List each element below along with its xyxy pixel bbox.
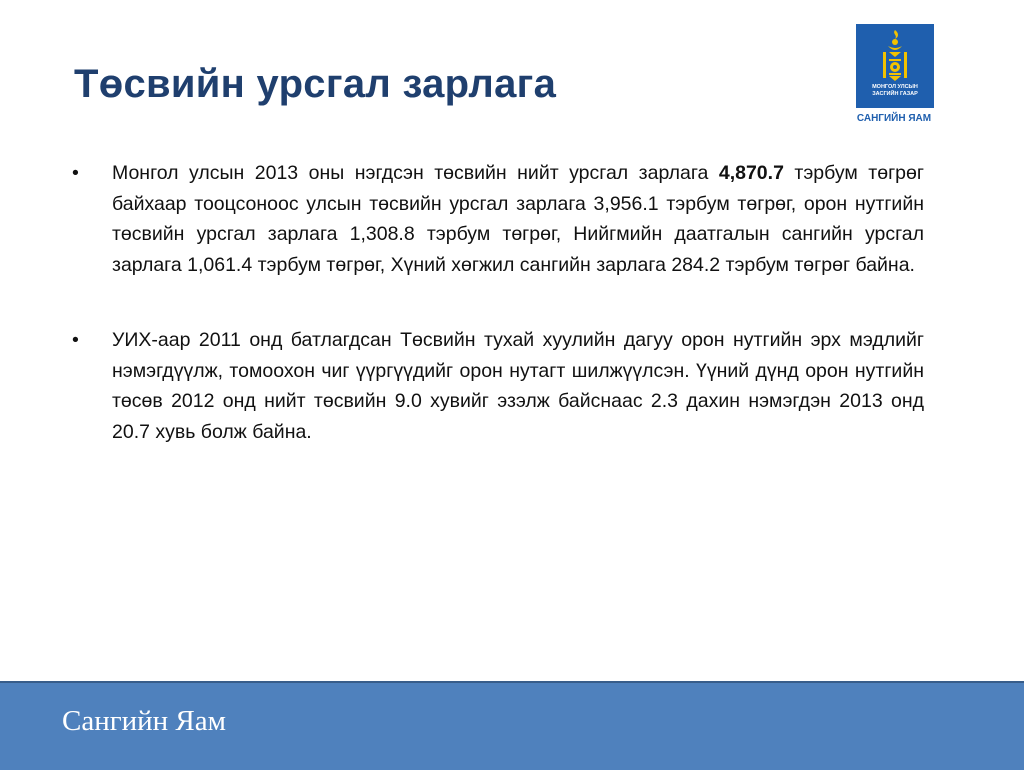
total-expenditure-value: 4,870.7: [718, 162, 784, 184]
bullet-marker: •: [72, 329, 79, 351]
bullet-item: [72, 325, 924, 447]
bullet-text-part: Монгол улсын 2013 оны нэгдсэн төсвийн нийт урсгал зарлага: [112, 162, 719, 184]
bullet-item: [72, 158, 924, 280]
logo-caption: МОНГОЛ УЛСЫН ЗАСГИЙН ГАЗАР: [872, 84, 918, 97]
bullet-text: УИХ-аар 2011 онд батлагдсан Төсвийн тухай хуулийн дагуу орон нутгийн эрх мэдлийг нэмэгдүүлж, томоохон чиг үүргүүдийг орон нутагт шилжүүлсэн. Үүний дүнд орон нутгийн төсөв 2012 онд нийт төсвийн 9.0 хувийг эзэлж байснаас 2.3 дахин нэмэгдэн 2013 онд 20.7 хувь болж байна.: [112, 329, 924, 443]
soyombo-emblem-icon: [880, 30, 910, 82]
footer-bar: [0, 681, 1024, 770]
footer-text: Сангийн Яам: [62, 705, 227, 737]
bullet-marker: •: [72, 162, 79, 184]
page-title: Төсвийн урсгал зарлага: [74, 62, 557, 106]
bullet-list: [72, 158, 924, 492]
logo-label: САНГИЙН ЯАМ: [856, 113, 932, 124]
logo-box: [856, 24, 934, 108]
bullet-text-part: тэрбум төгрөг байхаар тооцсоноос улсын төсвийн урсгал зарлага 3,956.1 тэрбум төгрөг, орон нутгийн төсвийн урсгал зарлага 1,308.8 тэрбум төгрөг, Нийгмийн даатгалын сангийн урсгал зарлага 1,061.4 тэрбум төгрөг, Хүний хөгжил сангийн зарлага 284.2 тэрбум төгрөг байна.: [112, 162, 924, 276]
